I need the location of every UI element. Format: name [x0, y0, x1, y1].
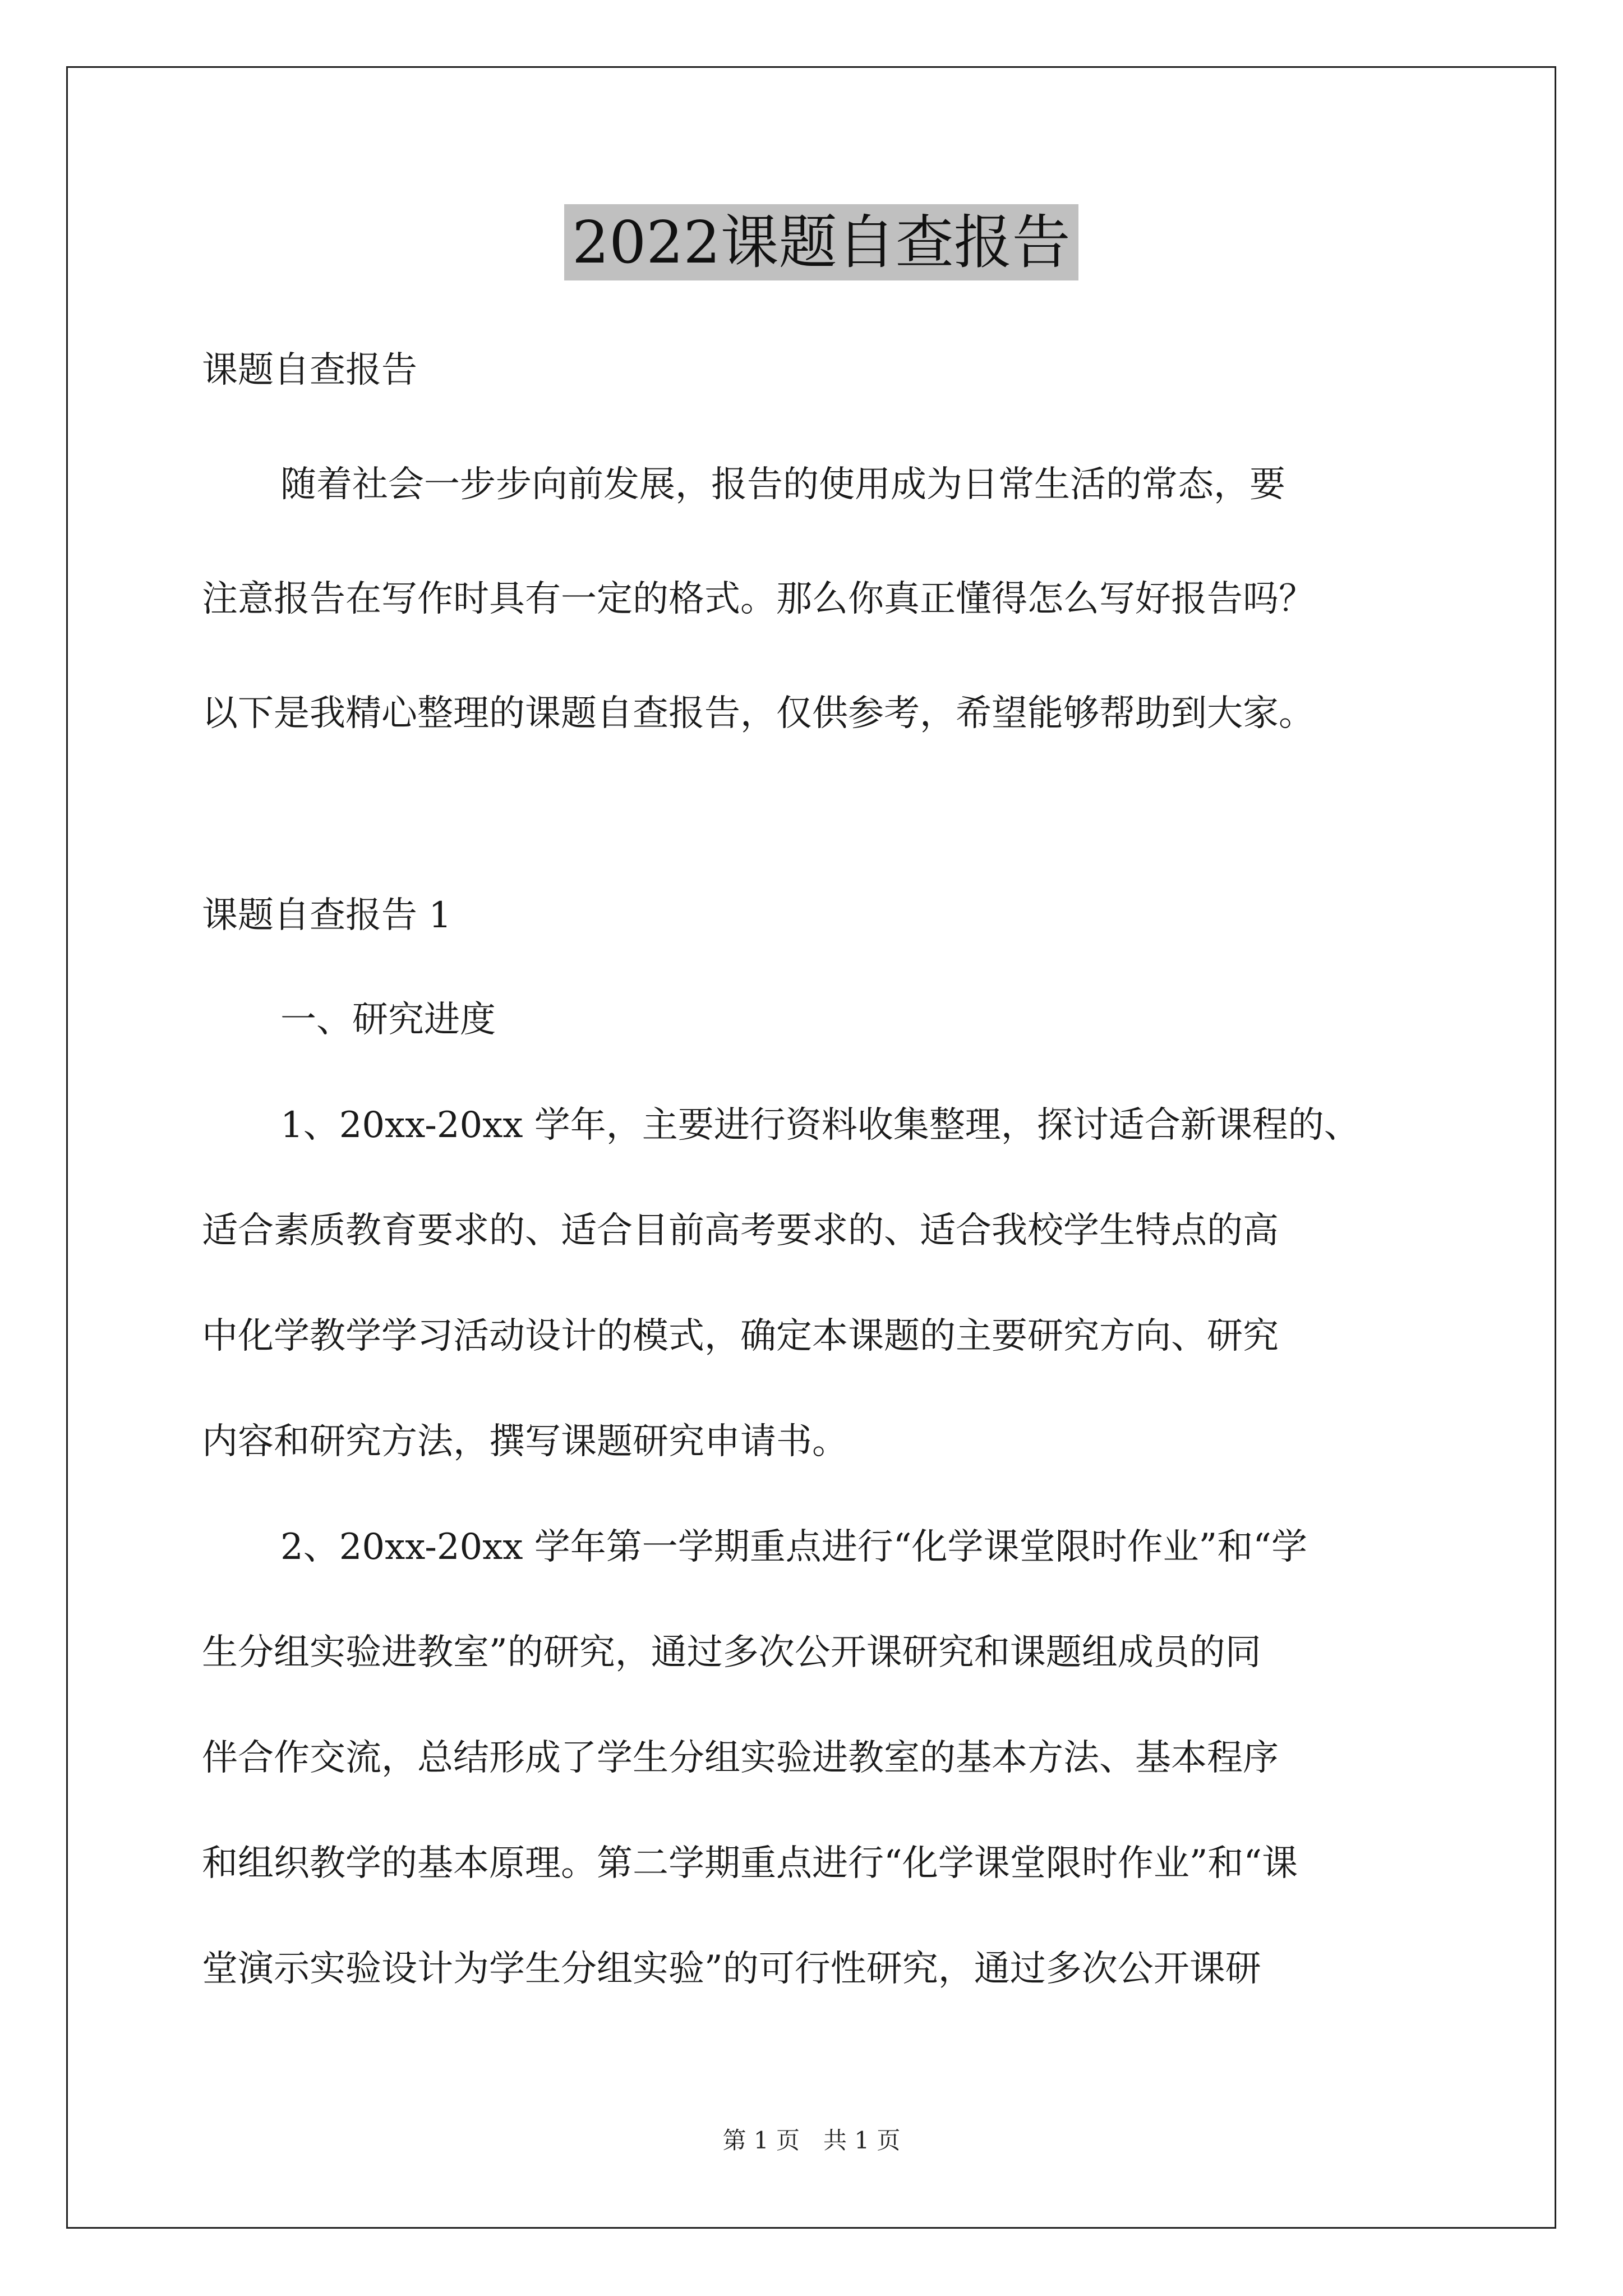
intro-line-2: 注意报告在写作时具有一定的格式。那么你真正懂得怎么写好报告吗？: [202, 578, 1315, 620]
item1-line-3: 中化学教学学习活动设计的模式，确定本课题的主要研究方向、研究: [202, 1315, 1279, 1357]
subsection-heading: 一、研究进度: [280, 999, 496, 1041]
item2-line-3: 伴合作交流，总结形成了学生分组实验进教室的基本方法、基本程序: [202, 1737, 1279, 1779]
intro-line-3: 以下是我精心整理的课题自查报告，仅供参考，希望能够帮助到大家。: [202, 693, 1315, 734]
item2-line-1: 2、20xx-20xx 学年第一学期重点进行“化学课堂限时作业”和“学: [280, 1526, 1307, 1568]
subtitle: 课题自查报告: [202, 349, 417, 391]
item2-line-4: 和组织教学的基本原理。第二学期重点进行“化学课堂限时作业”和“课: [202, 1843, 1298, 1884]
page-footer: 第 1 页 共 1 页: [722, 2127, 901, 2154]
item2-line-5: 堂演示实验设计为学生分组实验”的可行性研究，通过多次公开课研: [202, 1948, 1261, 1990]
intro-line-1: 随着社会一步步向前发展，报告的使用成为日常生活的常态，要: [280, 464, 1285, 505]
section-heading: 课题自查报告 1: [202, 895, 452, 936]
item1-line-4: 内容和研究方法，撰写课题研究申请书。: [202, 1421, 848, 1462]
document-title: 2022课题自查报告: [564, 204, 1078, 280]
item1-line-1: 1、20xx-20xx 学年，主要进行资料收集整理，探讨适合新课程的、: [280, 1105, 1360, 1146]
item2-line-2: 生分组实验进教室”的研究，通过多次公开课研究和课题组成员的同: [202, 1632, 1261, 1673]
item1-line-2: 适合素质教育要求的、适合目前高考要求的、适合我校学生特点的高: [202, 1210, 1279, 1251]
